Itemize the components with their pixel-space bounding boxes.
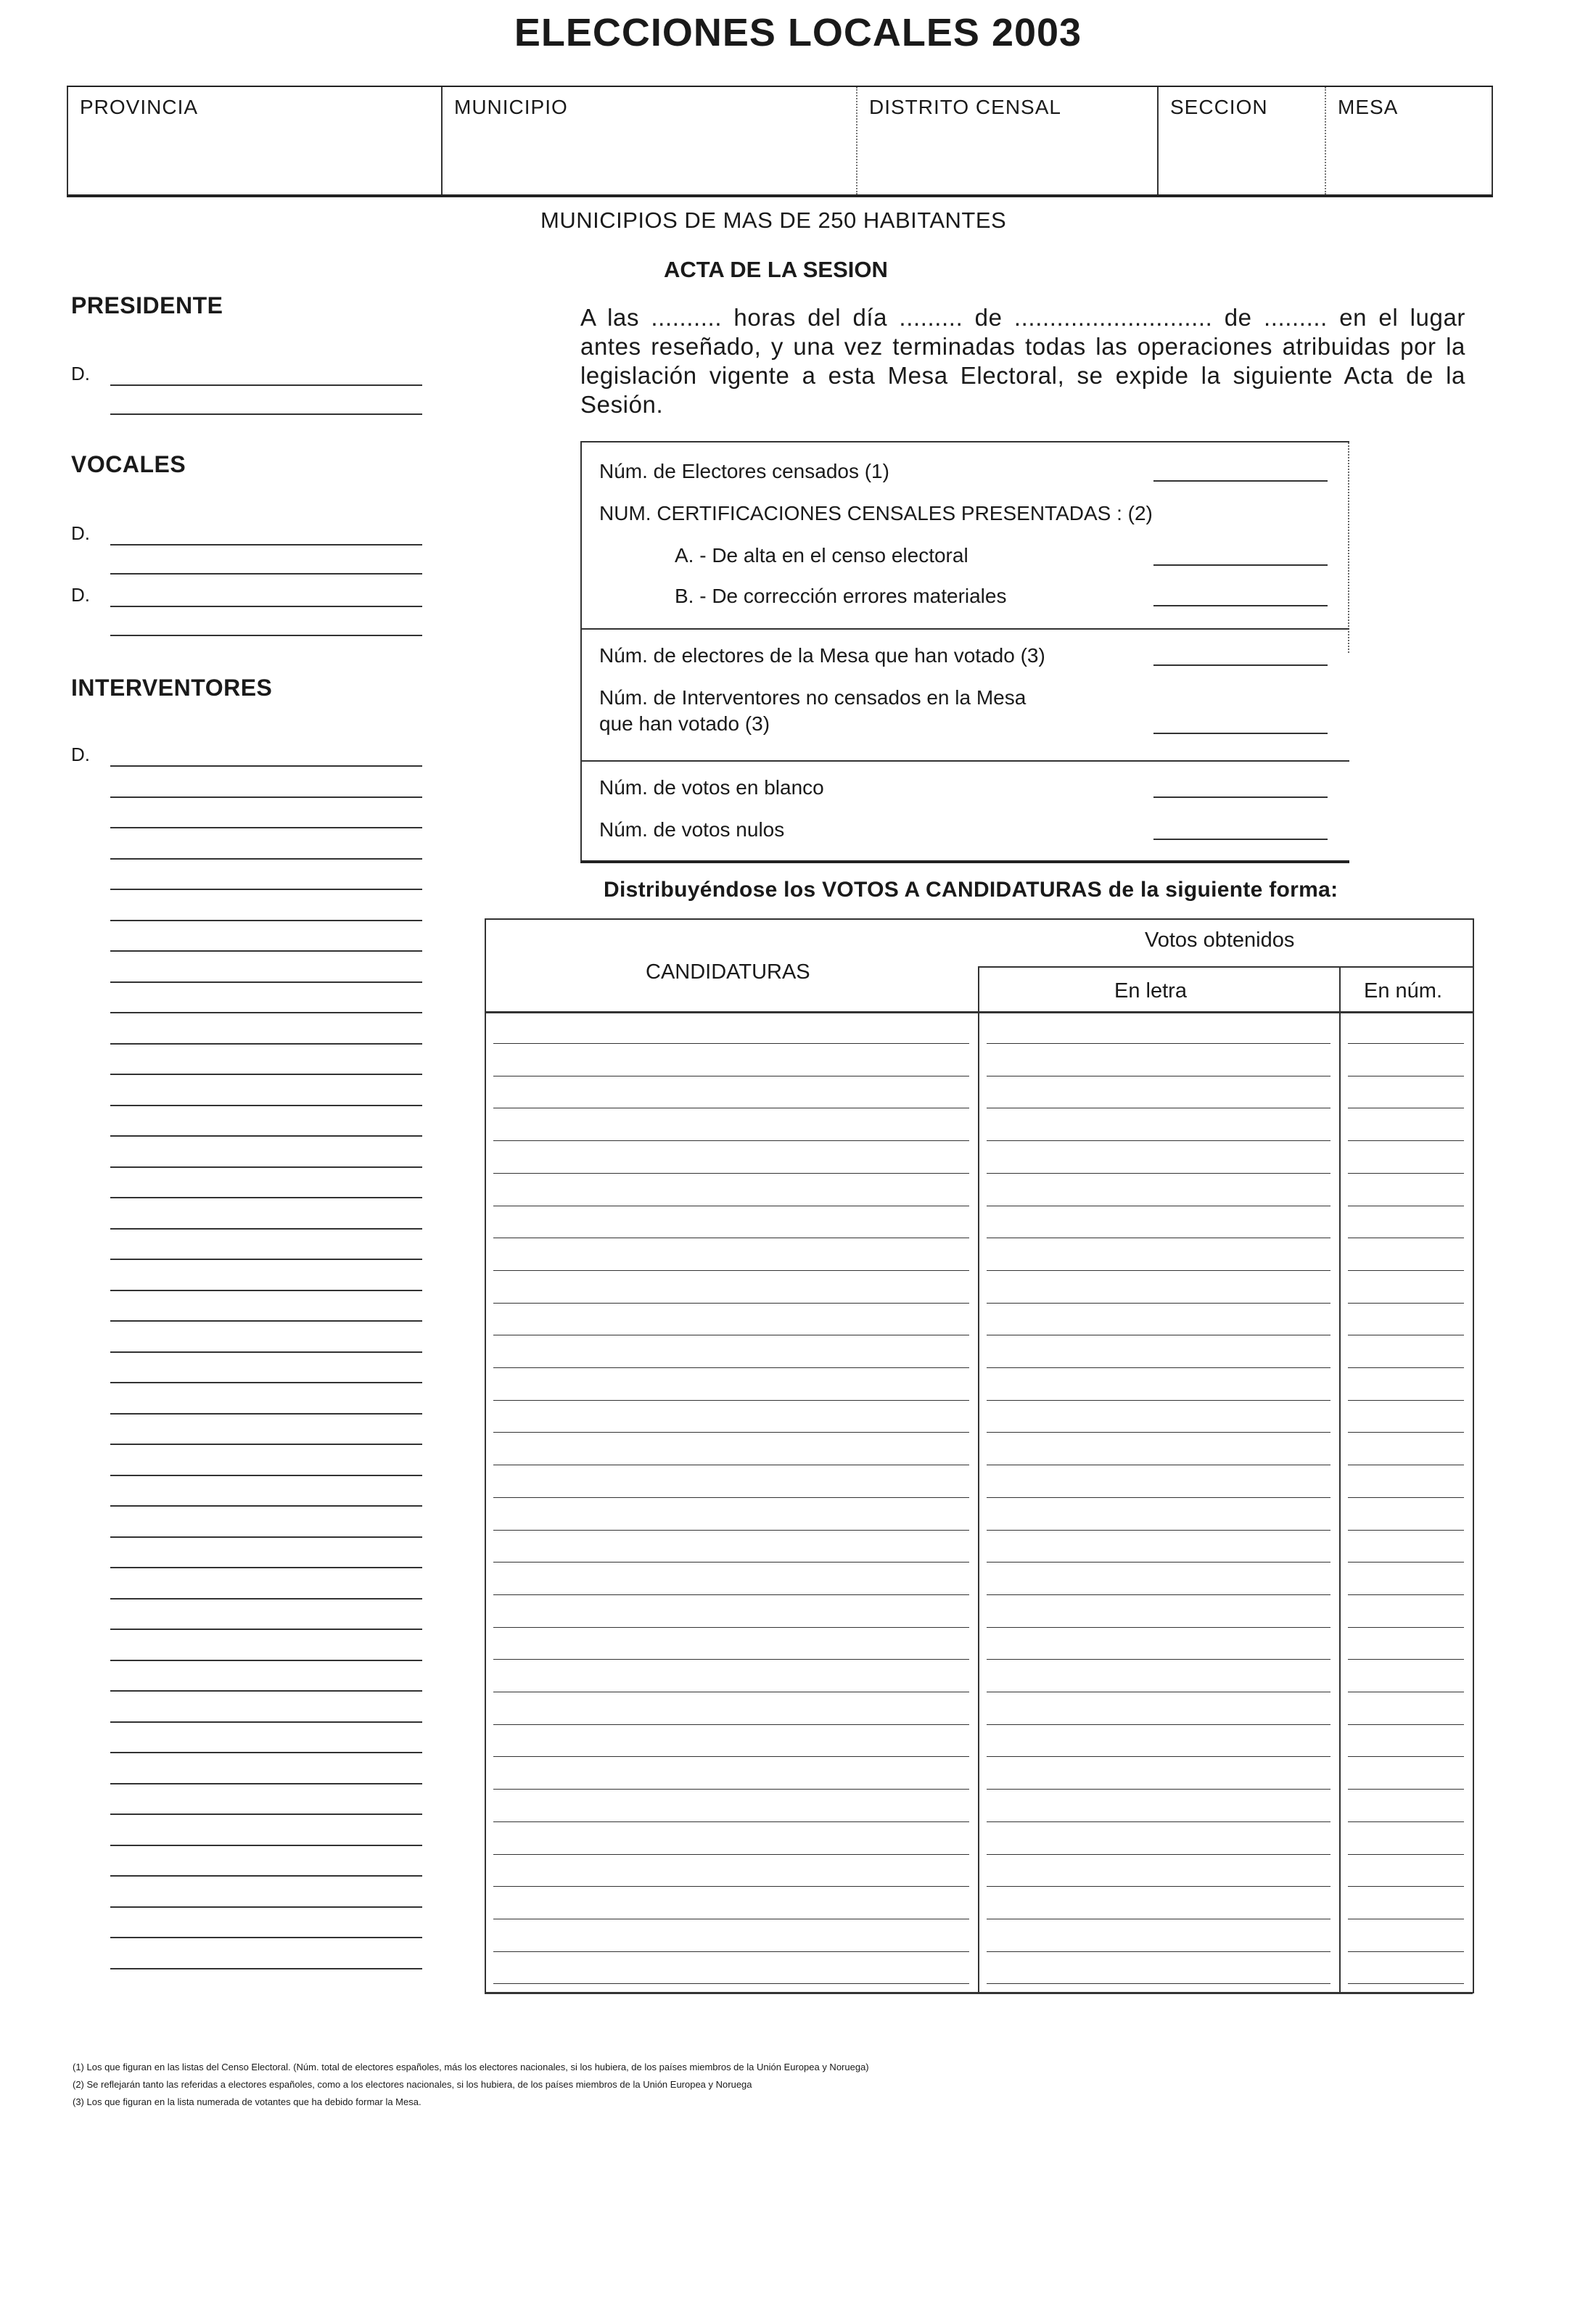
- candidate-row-line[interactable]: [987, 1627, 1330, 1628]
- candidate-row-line[interactable]: [1348, 1627, 1464, 1628]
- presidente-signature-line-2[interactable]: [110, 413, 422, 415]
- candidate-row-line[interactable]: [1348, 1367, 1464, 1368]
- interventor-signature-line[interactable]: [110, 1382, 422, 1383]
- interventor-signature-line[interactable]: [110, 1413, 422, 1415]
- alta-label: A. - De alta en el censo electoral: [675, 544, 968, 567]
- candidate-row-line[interactable]: [1348, 1432, 1464, 1433]
- candidate-row-line[interactable]: [987, 1140, 1330, 1141]
- d-label: D.: [71, 363, 90, 384]
- votos-blanco-field[interactable]: [1153, 796, 1328, 798]
- counts-box-right-border: [1348, 442, 1349, 653]
- candidate-row-line[interactable]: [1348, 1951, 1464, 1952]
- vocal-1-signature-line-2[interactable]: [110, 573, 422, 575]
- candidate-row-line[interactable]: [493, 1043, 969, 1044]
- vocal-2-signature-line-2[interactable]: [110, 635, 422, 636]
- candidate-row-line[interactable]: [493, 1983, 969, 1984]
- interventores-heading: INTERVENTORES: [71, 675, 273, 701]
- candidate-row-line[interactable]: [987, 1400, 1330, 1401]
- interventor-signature-line[interactable]: [110, 889, 422, 890]
- interventor-signature-line[interactable]: [110, 1629, 422, 1630]
- candidate-row-line[interactable]: [987, 1789, 1330, 1790]
- candidate-row-line[interactable]: [1348, 1140, 1464, 1141]
- candidate-row-line[interactable]: [987, 1724, 1330, 1725]
- interventor-signature-line[interactable]: [110, 827, 422, 828]
- interventor-signature-line[interactable]: [110, 1690, 422, 1692]
- candidate-row-line[interactable]: [493, 1821, 969, 1822]
- footnotes: [73, 2059, 869, 2111]
- votos-blanco-label: Núm. de votos en blanco: [599, 776, 824, 799]
- footnote-2: (2) Se reflejarán tanto las referidas a electores españoles, como a los electores nacionales, si los hubiera, de los países miembros de la Unión Europea y Noruega: [73, 2079, 752, 2090]
- candidate-row-line[interactable]: [987, 1562, 1330, 1563]
- interventor-signature-line[interactable]: [110, 1012, 422, 1013]
- interventor-signature-line[interactable]: [110, 1135, 422, 1137]
- candidate-row-line[interactable]: [493, 1562, 969, 1563]
- table-right-border: [1473, 918, 1474, 1993]
- candidate-row-line[interactable]: [493, 1886, 969, 1887]
- field-label-distrito: DISTRITO CENSAL: [869, 96, 1061, 118]
- field-label-mesa: MESA: [1338, 96, 1399, 118]
- candidate-row-line[interactable]: [987, 1303, 1330, 1304]
- candidate-row-line[interactable]: [987, 1530, 1330, 1531]
- correccion-field[interactable]: [1153, 605, 1328, 606]
- candidate-row-line[interactable]: [1348, 1303, 1464, 1304]
- interventores-votado-field[interactable]: [1153, 733, 1328, 734]
- interventor-signature-line[interactable]: [110, 1105, 422, 1106]
- d-label: D.: [71, 522, 90, 544]
- interventor-signature-line[interactable]: [110, 1197, 422, 1198]
- interventor-signature-line[interactable]: [110, 1320, 422, 1322]
- interventor-signature-line[interactable]: [110, 1783, 422, 1784]
- interventor-signature-line[interactable]: [110, 1845, 422, 1846]
- vocal-2-signature-line[interactable]: [110, 606, 422, 607]
- candidate-row-line[interactable]: [493, 1627, 969, 1628]
- interventor-signature-line[interactable]: [110, 765, 422, 767]
- interventores-label-1: Núm. de Interventores no censados en la Mesa: [599, 686, 1027, 709]
- table-col-divider-2: [1339, 966, 1341, 1993]
- vocales-heading: VOCALES: [71, 451, 186, 477]
- table-bottom-border: [485, 1992, 1473, 1994]
- candidate-row-line[interactable]: [1348, 1173, 1464, 1174]
- candidate-row-line[interactable]: [1348, 1724, 1464, 1725]
- candidate-row-line[interactable]: [493, 1659, 969, 1660]
- interventor-signature-line[interactable]: [110, 858, 422, 860]
- interventor-signature-line[interactable]: [110, 1937, 422, 1938]
- candidate-row-line[interactable]: [493, 1140, 969, 1141]
- interventor-signature-line[interactable]: [110, 796, 422, 798]
- interventor-signature-line[interactable]: [110, 950, 422, 952]
- candidate-row-line[interactable]: [1348, 1530, 1464, 1531]
- table-col-divider-1: [978, 966, 979, 1993]
- field-label-seccion: SECCION: [1170, 96, 1268, 118]
- acta-title: ACTA DE LA SESION: [664, 257, 888, 282]
- interventor-signature-line[interactable]: [110, 1074, 422, 1075]
- field-provincia[interactable]: [67, 87, 443, 194]
- candidate-row-line[interactable]: [1348, 1270, 1464, 1271]
- d-label: D.: [71, 744, 90, 765]
- candidate-row-line[interactable]: [987, 1886, 1330, 1887]
- electores-votado-label: Núm. de electores de la Mesa que han votado (3): [599, 644, 1045, 667]
- counts-separator: [582, 628, 1349, 630]
- interventor-signature-line[interactable]: [110, 1875, 422, 1877]
- field-label-municipio: MUNICIPIO: [454, 96, 568, 118]
- candidate-row-line[interactable]: [987, 1367, 1330, 1368]
- candidate-row-line[interactable]: [1348, 1659, 1464, 1660]
- candidate-row-line[interactable]: [987, 1173, 1330, 1174]
- footnote-1: (1) Los que figuran en las listas del Censo Electoral. (Núm. total de electores españoles, más los electores nacionales, si los hubiera, de los países miembros de la Unión Europea y Noruega): [73, 2062, 869, 2072]
- table-subheader-line: [978, 966, 1473, 968]
- interventor-signature-line[interactable]: [110, 1536, 422, 1538]
- electores-votado-field[interactable]: [1153, 664, 1328, 666]
- interventor-signature-line[interactable]: [110, 1906, 422, 1908]
- intro-paragraph: A las .......... horas del día ......... de ............................ de ......... en el lugar antes reseñado, y una vez terminadas todas las operaciones atribuidas por la legislación vigente a esta Mesa Electoral, se expide la siguiente Acta de la Sesión.: [580, 304, 1465, 418]
- candidate-row-line[interactable]: [493, 1594, 969, 1595]
- candidate-row-line[interactable]: [493, 1303, 969, 1304]
- col-letra-header: En letra: [1114, 979, 1187, 1003]
- interventor-signature-line[interactable]: [110, 1598, 422, 1600]
- candidate-row-line[interactable]: [987, 1983, 1330, 1984]
- interventores-label-2: que han votado (3): [599, 712, 770, 735]
- interventor-signature-line[interactable]: [110, 1721, 422, 1723]
- candidates-table: [485, 918, 1473, 1993]
- field-label-provincia: PROVINCIA: [80, 96, 199, 118]
- interventor-signature-line[interactable]: [110, 1228, 422, 1230]
- vocal-1-signature-line[interactable]: [110, 544, 422, 545]
- interventor-signature-line[interactable]: [110, 1351, 422, 1353]
- distribution-heading: Distribuyéndose los VOTOS A CANDIDATURAS de la siguiente forma:: [604, 878, 1338, 902]
- certificaciones-label: NUM. CERTIFICACIONES CENSALES PRESENTADAS : (2): [599, 502, 1153, 524]
- candidate-row-line[interactable]: [987, 1659, 1330, 1660]
- candidate-row-line[interactable]: [493, 1789, 969, 1790]
- interventor-signature-line[interactable]: [110, 1043, 422, 1045]
- header-right-border: [1492, 87, 1493, 194]
- candidate-row-line[interactable]: [987, 1951, 1330, 1952]
- table-top-border: [485, 918, 1473, 920]
- table-left-border: [485, 918, 486, 1993]
- candidate-row-line[interactable]: [493, 1854, 969, 1855]
- presidente-signature-line[interactable]: [110, 384, 422, 386]
- subtitle: MUNICIPIOS DE MAS DE 250 HABITANTES: [540, 207, 1007, 233]
- candidate-row-line[interactable]: [987, 1821, 1330, 1822]
- counts-box: [580, 441, 1349, 863]
- votos-nulos-field[interactable]: [1153, 839, 1328, 840]
- candidate-row-line[interactable]: [1348, 1562, 1464, 1563]
- candidate-row-line[interactable]: [987, 1594, 1330, 1595]
- candidate-row-line[interactable]: [987, 1432, 1330, 1433]
- votos-nulos-label: Núm. de votos nulos: [599, 818, 785, 841]
- interventor-signature-line[interactable]: [110, 981, 422, 983]
- candidate-row-line[interactable]: [1348, 1400, 1464, 1401]
- counts-separator: [582, 760, 1349, 762]
- col-votos-header: Votos obtenidos: [1145, 929, 1295, 952]
- candidate-row-line[interactable]: [987, 1756, 1330, 1757]
- candidate-row-line[interactable]: [1348, 1789, 1464, 1790]
- candidate-row-line[interactable]: [1348, 1821, 1464, 1822]
- correccion-label: B. - De corrección errores materiales: [675, 585, 1007, 607]
- candidate-row-line[interactable]: [493, 1497, 969, 1498]
- candidate-row-line[interactable]: [987, 1043, 1330, 1044]
- candidate-row-line[interactable]: [987, 1497, 1330, 1498]
- candidate-row-line[interactable]: [493, 1724, 969, 1725]
- field-municipio[interactable]: [441, 87, 857, 194]
- d-label: D.: [71, 584, 90, 606]
- candidate-row-line[interactable]: [493, 1173, 969, 1174]
- col-num-header: En núm.: [1364, 979, 1442, 1003]
- candidate-row-line[interactable]: [493, 1756, 969, 1757]
- candidate-row-line[interactable]: [987, 1854, 1330, 1855]
- candidate-row-line[interactable]: [987, 1270, 1330, 1271]
- interventor-signature-line[interactable]: [110, 1166, 422, 1168]
- candidate-row-line[interactable]: [1348, 1886, 1464, 1887]
- electores-censados-field[interactable]: [1153, 480, 1328, 482]
- candidate-row-line[interactable]: [493, 1400, 969, 1401]
- presidente-heading: PRESIDENTE: [71, 292, 223, 318]
- candidate-row-line[interactable]: [493, 1951, 969, 1952]
- candidate-row-line[interactable]: [1348, 1043, 1464, 1044]
- candidate-row-line[interactable]: [493, 1530, 969, 1531]
- candidate-row-line[interactable]: [1348, 1594, 1464, 1595]
- electores-censados-label: Núm. de Electores censados (1): [599, 460, 889, 482]
- field-distrito-censal[interactable]: [856, 87, 1159, 194]
- interventor-signature-line[interactable]: [110, 1567, 422, 1568]
- header-fields-box: [67, 86, 1493, 197]
- candidate-row-line[interactable]: [1348, 1497, 1464, 1498]
- interventor-signature-line[interactable]: [110, 1660, 422, 1661]
- interventor-signature-line[interactable]: [110, 1259, 422, 1260]
- interventor-signature-line[interactable]: [110, 1813, 422, 1815]
- interventor-signature-line[interactable]: [110, 1968, 422, 1969]
- candidate-row-line[interactable]: [493, 1270, 969, 1271]
- footnote-3: (3) Los que figuran en la lista numerada de votantes que ha debido formar la Mesa.: [73, 2096, 421, 2107]
- col-candidaturas-header: CANDIDATURAS: [646, 960, 810, 984]
- candidate-row-line[interactable]: [493, 1367, 969, 1368]
- field-seccion[interactable]: [1157, 87, 1326, 194]
- interventor-signature-line[interactable]: [110, 1475, 422, 1476]
- field-mesa[interactable]: [1325, 87, 1493, 194]
- alta-field[interactable]: [1153, 564, 1328, 566]
- interventor-signature-line[interactable]: [110, 1444, 422, 1445]
- candidate-row-line[interactable]: [493, 1432, 969, 1433]
- candidate-row-line[interactable]: [1348, 1756, 1464, 1757]
- page-title: ELECCIONES LOCALES 2003: [514, 11, 1082, 54]
- candidate-row-line[interactable]: [1348, 1854, 1464, 1855]
- interventor-signature-line[interactable]: [110, 1752, 422, 1753]
- interventor-signature-line[interactable]: [110, 1290, 422, 1291]
- interventor-signature-line[interactable]: [110, 920, 422, 921]
- interventor-signature-line[interactable]: [110, 1505, 422, 1507]
- candidate-row-line[interactable]: [1348, 1983, 1464, 1984]
